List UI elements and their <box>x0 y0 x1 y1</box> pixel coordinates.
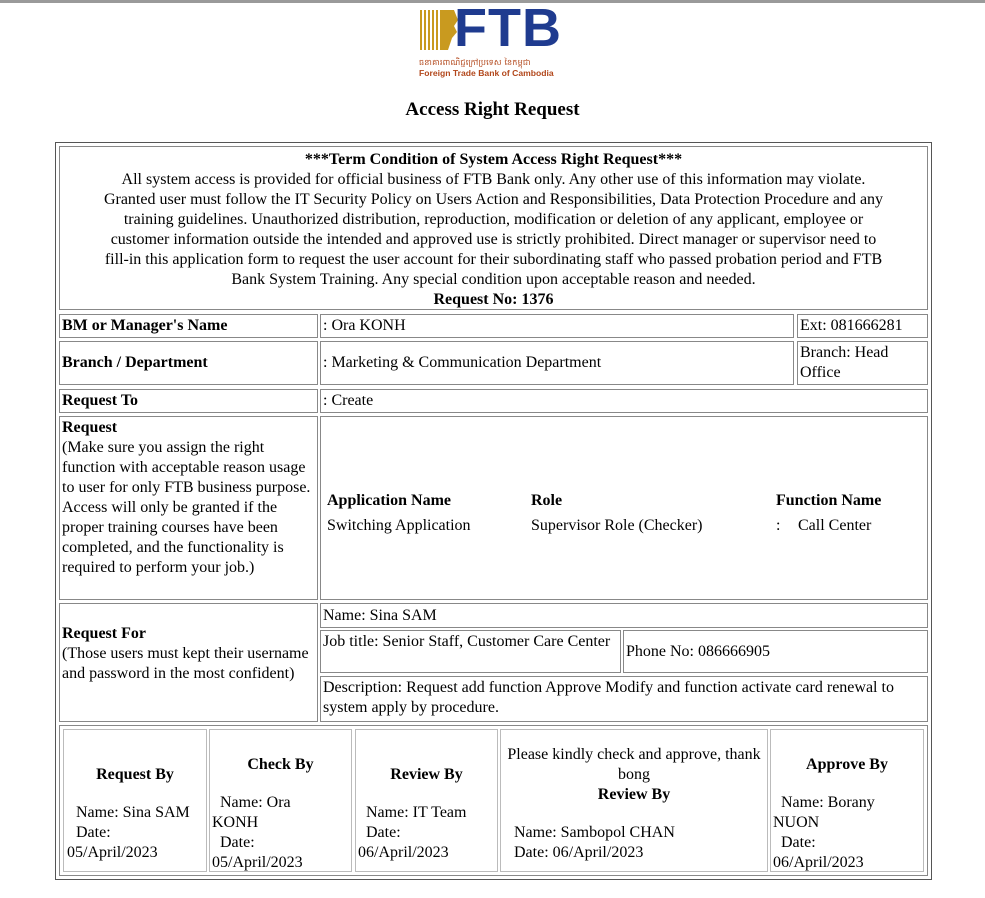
check-by-date: 05/April/2023 <box>212 854 303 871</box>
branch-label: Branch / Department <box>59 341 318 385</box>
request-details-cell <box>320 416 928 600</box>
check-by-date-label: Date: <box>220 834 255 851</box>
terms-heading: ***Term Condition of System Access Right Request*** <box>304 151 683 168</box>
application-name-value: Switching Application <box>327 517 471 534</box>
approve-by-date-label: Date: <box>781 834 816 851</box>
manager-label: BM or Manager's Name <box>59 314 318 338</box>
request-for-description: Description: Request add function Approve Modify and function activate card renewal to system apply by procedure. <box>320 676 928 722</box>
review-by-2-date: Date: 06/April/2023 <box>514 844 644 861</box>
terms-line: Granted user must follow the IT Security Policy on Users Action and Responsibilities, Data Protection Procedure and any <box>103 191 884 208</box>
request-for-job-title: Job title: Senior Staff, Customer Care Center <box>320 630 621 673</box>
logo-english-text: Foreign Trade Bank of Cambodia <box>419 68 554 78</box>
request-for-name: Name: Sina SAM <box>320 603 928 628</box>
approve-by-name: Name: Borany NUON <box>773 794 875 831</box>
review-note: Please kindly check and approve, thank bong <box>507 746 761 783</box>
application-name-header: Application Name <box>327 492 451 509</box>
request-for-note: (Those users must kept their username and password in the most confident) <box>62 645 309 682</box>
terms-line: fill-in this application form to request the user account for their subordinating staff who passed probation period and FTB <box>104 251 883 268</box>
review-by-date-label: Date: <box>366 824 401 841</box>
role-header: Role <box>531 492 563 509</box>
function-name-header: Function Name <box>776 492 882 509</box>
ext-value: Ext: 081666281 <box>797 314 928 338</box>
terms-line: Bank System Training. Any special condition upon acceptable reason and needed. <box>231 271 756 288</box>
request-to-label: Request To <box>59 389 318 413</box>
function-separator: : <box>776 517 781 534</box>
request-number: Request No: 1376 <box>433 291 554 308</box>
logo-text: FTB <box>454 0 562 58</box>
request-for-label: Request For <box>62 625 146 642</box>
terms-line: All system access is provided for official business of FTB Bank only. Any other use of this information may violate. <box>121 171 866 188</box>
check-by-name: Name: Ora KONH <box>212 794 291 831</box>
approve-by-date: 06/April/2023 <box>773 854 864 871</box>
page-title: Access Right Request <box>405 99 580 120</box>
request-by-title: Request By <box>96 766 174 783</box>
role-value: Supervisor Role (Checker) <box>531 517 703 534</box>
request-by-name: Name: Sina SAM <box>76 804 190 821</box>
signature-review-by-manager <box>500 729 768 872</box>
ftb-logo <box>418 0 578 78</box>
request-label-cell <box>59 416 318 600</box>
review-by-2-title: Review By <box>597 786 671 803</box>
function-name-value: Call Center <box>798 517 872 534</box>
request-note: (Make sure you assign the right function with acceptable reason usage to user for only FTB business purpose. Access will only be granted if the proper training courses have been completed, and the functionality is required to perform your job.) <box>62 439 311 576</box>
request-for-label-cell <box>59 603 318 722</box>
request-form <box>55 142 932 880</box>
review-by-name: Name: IT Team <box>366 804 467 821</box>
signature-review-by-it <box>355 729 498 872</box>
terms-section <box>59 146 928 310</box>
request-by-date-label: Date: <box>76 824 111 841</box>
logo-khmer-text: ធនាគារពាណិជ្ជក្រៅប្រទេស នៃកម្ពុជា <box>419 58 531 67</box>
check-by-title: Check By <box>247 756 314 773</box>
request-to-value: : Create <box>320 389 928 413</box>
terms-line: training guidelines. Unauthorized distribution, reproduction, modification or deletion of any applicant, employee or <box>123 211 864 228</box>
department-value: : Marketing & Communication Department <box>320 341 794 385</box>
signature-approve-by <box>770 729 924 872</box>
branch-value: Branch: Head Office <box>797 341 928 385</box>
request-by-date: 05/April/2023 <box>67 844 158 861</box>
review-by-2-name: Name: Sambopol CHAN <box>514 824 675 841</box>
approve-by-title: Approve By <box>806 756 888 773</box>
review-by-title: Review By <box>390 766 463 783</box>
terms-line: customer information outside the intended and approved use is strictly prohibited. Direct manager or supervisor need to <box>110 231 877 248</box>
manager-value: : Ora KONH <box>320 314 794 338</box>
signature-check-by <box>209 729 352 872</box>
review-by-date: 06/April/2023 <box>358 844 449 861</box>
request-for-phone: Phone No: 086666905 <box>623 630 928 673</box>
signature-request-by <box>63 729 207 872</box>
request-label: Request <box>62 419 118 436</box>
signature-section <box>59 725 928 876</box>
